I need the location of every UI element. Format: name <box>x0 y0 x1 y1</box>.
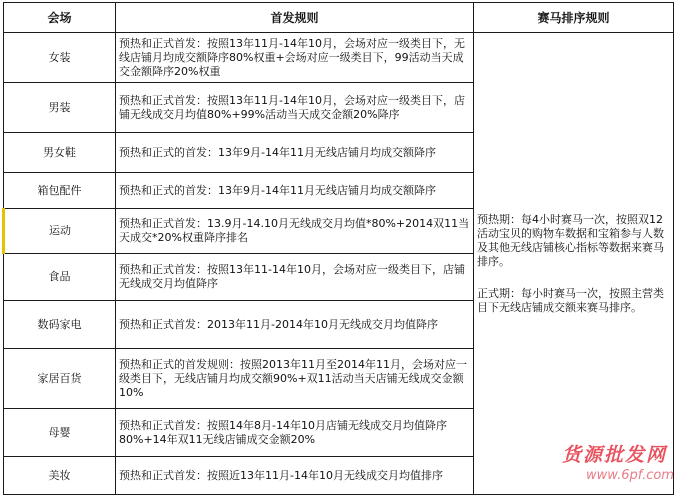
venue-cell: 箱包配件 <box>4 173 116 209</box>
race-rule-cell <box>474 33 674 495</box>
table-row <box>4 33 674 83</box>
race-official-text: 正式期：每小时赛马一次，按照主营类目下无线店铺成交额来赛马排序。 <box>477 286 664 314</box>
venue-cell: 家居百货 <box>4 349 116 409</box>
rule-cell: 预热和正式首发：2013年11月-2014年10月无线成交月均值降序 <box>116 301 474 349</box>
header-venue: 会场 <box>4 3 116 33</box>
race-warmup-text: 预热期：每4小时赛马一次，按照双12活动宝贝的购物车数据和宝箱参与人数及其他无线店铺核心指标等数据来赛马排序。 <box>477 212 664 268</box>
venue-cell: 运动 <box>4 209 116 254</box>
rule-cell: 预热和正式首发：按照13年11月-14年10月，会场对应一级类目下，店铺无线成交月均值80%+99%活动当天成交金额20%降序 <box>116 83 474 133</box>
header-row <box>4 3 674 33</box>
rule-cell: 预热和正式首发：按照13年11-14年10月，会场对应一级类目下，店铺无线成交月均值降序 <box>116 254 474 301</box>
venue-cell: 食品 <box>4 254 116 301</box>
rule-cell: 预热和正式的首发：13年9月-14年11月无线店铺月均成交额降序 <box>116 173 474 209</box>
rule-cell: 预热和正式首发：按照14年8月-14年10月店铺无线成交月均值降序80%+14年双11无线店铺成交金额20% <box>116 409 474 457</box>
watermark-title: 货源批发网 <box>562 444 668 466</box>
venue-cell: 男女鞋 <box>4 133 116 173</box>
header-race-rule: 赛马排序规则 <box>474 3 674 33</box>
rule-cell: 预热和正式的首发：13年9月-14年11月无线店铺月均成交额降序 <box>116 133 474 173</box>
rule-cell: 预热和正式首发：按照近13年11月-14年10月无线成交月均值排序 <box>116 457 474 495</box>
venue-cell: 数码家电 <box>4 301 116 349</box>
rule-cell: 预热和正式的首发规则：按照2013年11月至2014年11月，会场对应一级类目下，无线店铺月均成交额90%+双11活动当天店铺无线成交金额10% <box>116 349 474 409</box>
rule-cell: 预热和正式首发：按照13年11月-14年10月，会场对应一级类目下，无线店铺月均成交额降序80%权重+会场对应一级类目下，99活动当天成交金额降序20%权重 <box>116 33 474 83</box>
watermark-url: www.6pf.com <box>586 468 674 483</box>
rules-table <box>2 2 674 495</box>
venue-cell: 美妆 <box>4 457 116 495</box>
venue-cell: 男装 <box>4 83 116 133</box>
venue-cell: 女装 <box>4 33 116 83</box>
header-first-rule: 首发规则 <box>116 3 474 33</box>
rule-cell: 预热和正式首发：13.9月-14.10月无线成交月均值*80%+2014双11当天成交*20%权重降序排名 <box>116 209 474 254</box>
venue-cell: 母婴 <box>4 409 116 457</box>
